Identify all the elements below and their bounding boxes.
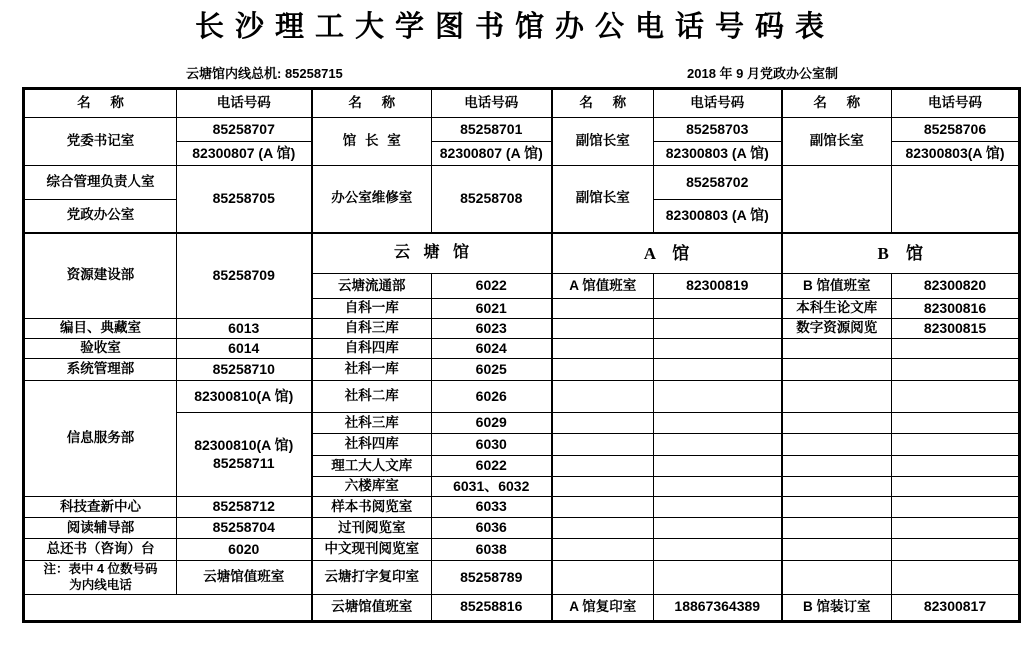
phone-directory-page (0, 10, 1030, 623)
phone-number-cell: 6022 (432, 456, 552, 477)
empty-cell (782, 413, 892, 434)
empty-cell (892, 518, 1020, 539)
phone-number-cell: 82300817 (892, 594, 1020, 621)
col-header-phone: 电话号码 (432, 89, 552, 118)
note-line: 注：表中 4 位数号码 (43, 562, 158, 576)
empty-cell (552, 413, 654, 434)
empty-cell (892, 561, 1020, 595)
dept-name-cell: 党政办公室 (24, 200, 177, 233)
phone-number-cell: 82300807 (A 馆) (177, 142, 312, 166)
dept-name-cell: 社科一库 (312, 359, 432, 381)
phone-number-cell: 85258709 (177, 233, 312, 319)
empty-cell (552, 319, 654, 339)
phone-number-cell: 82300816 (892, 299, 1020, 319)
table-row (24, 594, 1020, 621)
phone-number-cell: 85258710 (177, 359, 312, 381)
empty-cell (782, 359, 892, 381)
table-row (24, 319, 1020, 339)
col-header-phone: 电话号码 (177, 89, 312, 118)
issue-date-note: 2018 年 9 月党政办公室制 (687, 66, 838, 81)
dept-name-cell: 数字资源阅览 (782, 319, 892, 339)
note-cell (24, 561, 177, 595)
switchboard-note: 云塘馆内线总机: 85258715 (186, 66, 343, 81)
phone-number-cell: 85258816 (432, 594, 552, 621)
col-header-name: 名 称 (552, 89, 654, 118)
page-title: 长沙理工大学图书馆办公电话号码表 (194, 11, 835, 43)
dept-name-cell: 阅读辅导部 (24, 518, 177, 539)
phone-number-cell: 6021 (432, 299, 552, 319)
empty-cell (552, 456, 654, 477)
empty-cell (782, 166, 892, 233)
dept-name-cell: 信息服务部 (24, 381, 177, 497)
phone-number-cell: 18867364389 (654, 594, 782, 621)
phone-number-cell: 85258705 (177, 166, 312, 233)
dept-name-cell: 馆 长 室 (312, 118, 432, 166)
empty-cell (892, 497, 1020, 518)
empty-cell (892, 413, 1020, 434)
phone-number-cell: 6020 (177, 539, 312, 561)
dept-name-cell: 党委书记室 (24, 118, 177, 166)
dept-name-cell: 云塘馆值班室 (312, 594, 432, 621)
phone-number-cell: 82300819 (654, 274, 782, 299)
empty-cell (782, 561, 892, 595)
empty-cell (782, 434, 892, 456)
empty-cell (892, 456, 1020, 477)
empty-cell (782, 339, 892, 359)
empty-cell (892, 339, 1020, 359)
col-header-phone: 电话号码 (892, 89, 1020, 118)
col-header-phone: 电话号码 (654, 89, 782, 118)
empty-cell (654, 319, 782, 339)
phone-number-cell: 82300803 (A 馆) (654, 142, 782, 166)
empty-cell (892, 539, 1020, 561)
phone-number-line: 82300810(A 馆) (194, 437, 294, 453)
dept-name-cell: 科技查新中心 (24, 497, 177, 518)
table-row (24, 118, 1020, 142)
empty-cell (654, 339, 782, 359)
note-line: 为内线电话 (69, 578, 132, 593)
phone-number-cell: 6026 (432, 381, 552, 413)
phone-directory-table (22, 87, 1021, 623)
empty-cell (552, 434, 654, 456)
empty-cell (552, 518, 654, 539)
col-header-name: 名 称 (24, 89, 177, 118)
phone-number-cell: 85258706 (892, 118, 1020, 142)
phone-number-cell: 6033 (432, 497, 552, 518)
empty-cell (892, 166, 1020, 233)
phone-number-cell: 85258704 (177, 518, 312, 539)
dept-name-cell: 副馆长室 (552, 118, 654, 166)
phone-number-cell: 85258701 (432, 118, 552, 142)
dept-name-cell: A 馆复印室 (552, 594, 654, 621)
dept-name-cell: 自科三库 (312, 319, 432, 339)
empty-cell (892, 477, 1020, 497)
dept-name-cell: A 馆值班室 (552, 274, 654, 299)
table-row (24, 359, 1020, 381)
phone-number-cell: 6036 (432, 518, 552, 539)
phone-number-cell: 82300815 (892, 319, 1020, 339)
building-b-header: B 馆 (782, 233, 1020, 274)
empty-cell (654, 381, 782, 413)
table-row (24, 381, 1020, 413)
dept-name-cell: 系统管理部 (24, 359, 177, 381)
empty-cell (782, 518, 892, 539)
dept-name-cell: 资源建设部 (24, 233, 177, 319)
phone-number-cell: 6031、6032 (432, 477, 552, 497)
dept-name-cell: 办公室维修室 (312, 166, 432, 233)
table-row (24, 561, 1020, 595)
empty-cell (782, 456, 892, 477)
phone-number-cell: 6022 (432, 274, 552, 299)
empty-cell (552, 299, 654, 319)
dept-name-cell: 编目、典藏室 (24, 319, 177, 339)
phone-number-cell: 85258789 (432, 561, 552, 595)
phone-number-cell: 82300803(A 馆) (892, 142, 1020, 166)
phone-number-cell: 85258703 (654, 118, 782, 142)
empty-cell (782, 539, 892, 561)
empty-cell (654, 299, 782, 319)
dept-name-cell: 理工大人文库 (312, 456, 432, 477)
empty-cell (892, 359, 1020, 381)
subtitle-row (0, 66, 1030, 82)
empty-cell (654, 413, 782, 434)
phone-number-cell: 6014 (177, 339, 312, 359)
phone-number-cell: 82300820 (892, 274, 1020, 299)
header-row (24, 89, 1020, 118)
phone-number-cell: 6023 (432, 319, 552, 339)
empty-cell (782, 477, 892, 497)
empty-cell (24, 594, 312, 621)
table-row (24, 497, 1020, 518)
empty-cell (552, 561, 654, 595)
dept-name-cell: 副馆长室 (782, 118, 892, 166)
empty-cell (552, 381, 654, 413)
col-header-name: 名 称 (782, 89, 892, 118)
duty-room-label-cell: 云塘馆值班室 (177, 561, 312, 595)
empty-cell (782, 381, 892, 413)
dept-name-cell: 总还书（咨询）台 (24, 539, 177, 561)
section-header-row (24, 233, 1020, 274)
empty-cell (654, 456, 782, 477)
dept-name-cell: 本科生论文库 (782, 299, 892, 319)
building-a-header: A 馆 (552, 233, 782, 274)
empty-cell (552, 497, 654, 518)
phone-number-line: 85258711 (212, 454, 275, 471)
table-row (24, 166, 1020, 200)
phone-number-cell: 6030 (432, 434, 552, 456)
phone-number-cell: 85258707 (177, 118, 312, 142)
yuntang-hall-header: 云 塘 馆 (312, 233, 552, 274)
dept-name-cell: B 馆值班室 (782, 274, 892, 299)
phone-number-cell: 85258708 (432, 166, 552, 233)
dept-name-cell: 社科二库 (312, 381, 432, 413)
empty-cell (654, 497, 782, 518)
phone-number-cell: 82300803 (A 馆) (654, 200, 782, 233)
dept-name-cell: 自科一库 (312, 299, 432, 319)
table-row (24, 539, 1020, 561)
dept-name-cell: 六楼库室 (312, 477, 432, 497)
dept-name-cell: 中文现刊阅览室 (312, 539, 432, 561)
phone-number-cell: 6013 (177, 319, 312, 339)
phone-number-cell (177, 413, 312, 497)
dept-name-cell: 云塘打字复印室 (312, 561, 432, 595)
phone-number-cell: 6024 (432, 339, 552, 359)
dept-name-cell: 社科四库 (312, 434, 432, 456)
empty-cell (654, 359, 782, 381)
dept-name-cell: 社科三库 (312, 413, 432, 434)
phone-number-cell: 6025 (432, 359, 552, 381)
dept-name-cell: B 馆装订室 (782, 594, 892, 621)
phone-number-cell: 85258712 (177, 497, 312, 518)
table-row (24, 518, 1020, 539)
dept-name-cell: 综合管理负责人室 (24, 166, 177, 200)
empty-cell (654, 518, 782, 539)
dept-name-cell: 云塘流通部 (312, 274, 432, 299)
empty-cell (552, 539, 654, 561)
phone-number-cell: 82300810(A 馆) (177, 381, 312, 413)
dept-name-cell: 自科四库 (312, 339, 432, 359)
empty-cell (782, 497, 892, 518)
phone-number-cell: 6029 (432, 413, 552, 434)
empty-cell (654, 434, 782, 456)
phone-number-cell: 82300807 (A 馆) (432, 142, 552, 166)
dept-name-cell: 样本书阅览室 (312, 497, 432, 518)
dept-name-cell: 副馆长室 (552, 166, 654, 233)
col-header-name: 名 称 (312, 89, 432, 118)
empty-cell (654, 561, 782, 595)
empty-cell (552, 339, 654, 359)
empty-cell (892, 434, 1020, 456)
empty-cell (552, 477, 654, 497)
phone-number-cell: 6038 (432, 539, 552, 561)
empty-cell (654, 477, 782, 497)
empty-cell (552, 359, 654, 381)
dept-name-cell: 验收室 (24, 339, 177, 359)
empty-cell (654, 539, 782, 561)
dept-name-cell: 过刊阅览室 (312, 518, 432, 539)
phone-number-cell: 85258702 (654, 166, 782, 200)
empty-cell (892, 381, 1020, 413)
table-row (24, 339, 1020, 359)
